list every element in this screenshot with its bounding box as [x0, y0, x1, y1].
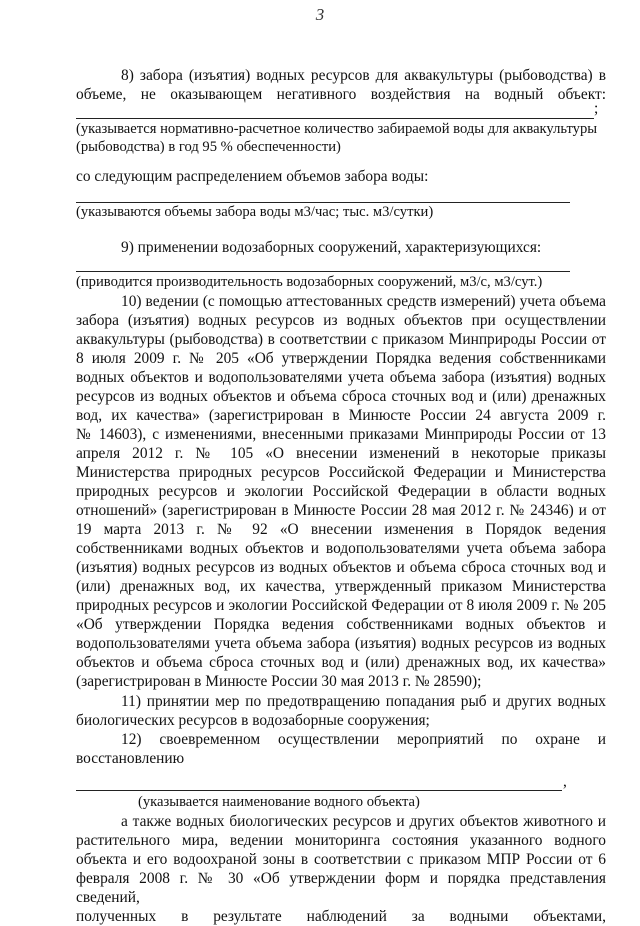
- text-line: объеме, не оказывающем негативного воздействия на водный объект:: [76, 86, 606, 103]
- text-line: водных объектов и водопользователями учета объема забора (изъятия) водных: [76, 369, 606, 386]
- text-line: 11) принятии мер по предотвращению попадания рыб и других водных: [121, 693, 606, 710]
- text-line: 8 июля 2009 г. № 205 «Об утверждении Порядка ведения собственниками: [76, 350, 606, 367]
- item-8-note: [76, 120, 597, 156]
- text-line: водопользователями учета объема забора (изъятия) водных ресурсов из водных: [76, 635, 606, 652]
- item-9-note: (приводится производительность водозаборных сооружений, м3/с, м3/сут.): [76, 274, 543, 290]
- line-end-mark: ,: [563, 773, 567, 790]
- text-line: (изъятия) водных ресурсов из водных объектов и объема сброса сточных вод и: [76, 559, 606, 576]
- item-8-paragraph: [76, 66, 606, 104]
- text-line: № 14603), с изменениями, внесенными приказами Минприроды России от 13: [76, 426, 606, 443]
- text-line: растительного мира, ведении мониторинга состояния указанного водного: [76, 832, 606, 849]
- text-line: восстановлению: [76, 750, 185, 767]
- text-line: а также водных биологических ресурсов и других объектов животного и: [121, 813, 606, 830]
- text-line: биологических ресурсов в водозаборные сооружения;: [76, 712, 430, 729]
- fill-in-line: [76, 118, 594, 119]
- text-line: природных ресурсов и экологии Российской Федерации в области водных: [76, 483, 606, 500]
- text-line: природных ресурсов и экологии Российской Федерации от 8 июля 2009 г. № 205: [76, 597, 606, 614]
- text-line: (или) дренажных вод, их качества, утвержденный приказом Министерства: [76, 578, 606, 595]
- text-line: собственниками водных объектов и водопользователями учета объема забора: [76, 540, 606, 557]
- closing-paragraph: [76, 812, 606, 926]
- text-line: Министерства природных ресурсов Российской Федерации и Министерства: [76, 464, 606, 481]
- text-line: аквакультуры (рыбоводства) в соответствии с приказом Минприроды России от: [76, 331, 606, 348]
- text-line: ресурсов из водных объектов и объема сброса сточных вод и (или) дренажных: [76, 388, 606, 405]
- item-12-paragraph: [76, 730, 606, 768]
- note-line: (указывается нормативно-расчетное количество забираемой воды для аквакультуры: [76, 121, 598, 137]
- note-line: (рыбоводства) в год 95 % обеспеченности): [76, 139, 341, 155]
- text-line: апреля 2012 г. № 105 «О внесении изменений в некоторые приказы: [76, 445, 606, 462]
- text-line: 8) забора (изъятия) водных ресурсов для аквакультуры (рыбоводства) в: [121, 67, 606, 84]
- line-end-mark: ;: [594, 100, 599, 117]
- text-line: полученных в результате наблюдений за водными объектами,: [76, 908, 606, 925]
- text-line: 12) своевременном осуществлении мероприятий по охране и: [121, 731, 606, 748]
- fill-in-line: [76, 271, 570, 272]
- text-line: объектов и объема сброса сточных вод и (или) дренажных вод, их качества»: [76, 654, 606, 671]
- text-line: отношений» (зарегистрирован в Минюсте России 28 мая 2012 г. № 24346) и от: [76, 502, 606, 519]
- distribution-note: (указываются объемы забора воды м3/час; тыс. м3/сутки): [76, 204, 434, 220]
- text-line: «Об утверждении Порядка ведения собственниками водных объектов и: [76, 616, 606, 633]
- item-10-paragraph: [76, 292, 606, 691]
- item-12-note: (указывается наименование водного объекта): [138, 794, 420, 810]
- page-number: 3: [315, 5, 325, 24]
- item-11-paragraph: [76, 692, 606, 730]
- text-line: объекта и его водоохраной зоны в соответствии с приказом МПР России от 6: [76, 851, 606, 868]
- text-line: февраля 2008 г. № 30 «Об утверждении форм и порядка представления сведений,: [76, 870, 606, 906]
- text-line: 10) ведении (с помощью аттестованных средств измерений) учета объема: [121, 293, 606, 310]
- item-9-paragraph: 9) применении водозаборных сооружений, характеризующихся:: [121, 239, 542, 256]
- text-line: забора (изъятия) водных ресурсов из водных объектов при осуществлении: [76, 312, 606, 329]
- distribution-text: со следующим распределением объемов забора воды:: [76, 168, 429, 185]
- text-line: 19 марта 2013 г. № 92 «О внесении изменения в Порядок ведения: [76, 521, 606, 538]
- fill-in-line: [76, 790, 562, 791]
- text-line: вод, их качества» (зарегистрирован в Минюсте России 24 августа 2009 г.: [76, 407, 606, 424]
- text-line: (зарегистрирован в Минюсте России 30 мая 2013 г. № 28590);: [76, 673, 482, 690]
